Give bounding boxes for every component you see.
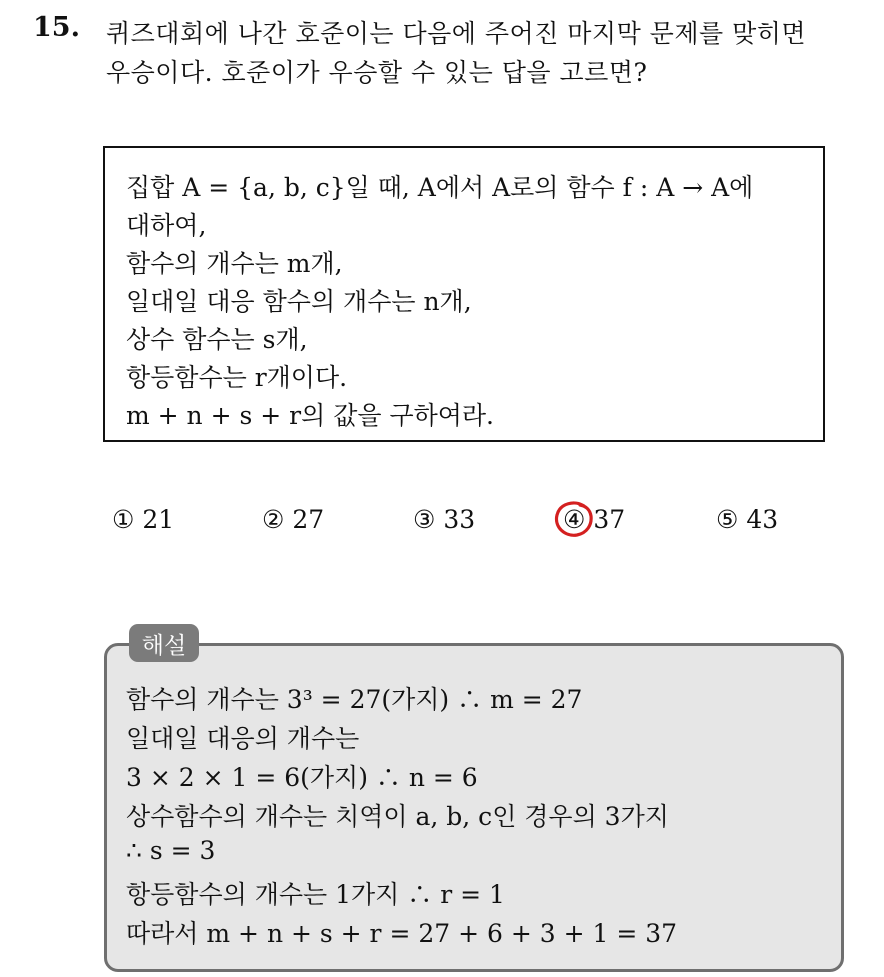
question-text-line-1: 퀴즈대회에 나간 호준이는 다음에 주어진 마지막 문제를 맞히면 [106, 19, 807, 48]
problem-line-6: 항등함수는 r개이다. [126, 363, 348, 392]
solution-line-3: 3 × 2 × 1 = 6(가지) ∴ n = 6 [126, 763, 478, 792]
choice-5[interactable]: ⑤ 43 [716, 505, 779, 534]
problem-line-2: 대하여, [126, 211, 207, 240]
solution-line-2: 일대일 대응의 개수는 [126, 724, 360, 753]
problem-line-7: m + n + s + r의 값을 구하여라. [126, 401, 495, 430]
solution-tag: 해설 [129, 624, 199, 662]
solution-line-6: 항등함수의 개수는 1가지 ∴ r = 1 [126, 880, 505, 909]
choice-4[interactable]: ④ 37 [563, 505, 626, 534]
choice-2[interactable]: ② 27 [262, 505, 325, 534]
solution-line-7: 따라서 m + n + s + r = 27 + 6 + 3 + 1 = 37 [126, 919, 678, 948]
question-text-line-2: 우승이다. 호준이가 우승할 수 있는 답을 고르면? [106, 58, 648, 87]
choice-3[interactable]: ③ 33 [413, 505, 476, 534]
problem-line-1: 집합 A = {a, b, c}일 때, A에서 A로의 함수 f : A → A에 [126, 173, 754, 202]
choice-1[interactable]: ① 21 [112, 505, 175, 534]
solution-line-5: ∴ s = 3 [126, 836, 216, 865]
problem-line-5: 상수 함수는 s개, [126, 325, 308, 354]
solution-line-4: 상수함수의 개수는 치역이 a, b, c인 경우의 3가지 [126, 802, 669, 831]
answer-mark-circle-icon [553, 500, 595, 540]
problem-line-3: 함수의 개수는 m개, [126, 249, 343, 278]
solution-line-1: 함수의 개수는 3³ = 27(가지) ∴ m = 27 [126, 685, 583, 714]
problem-line-4: 일대일 대응 함수의 개수는 n개, [126, 287, 472, 316]
question-number: 15. [33, 12, 80, 43]
